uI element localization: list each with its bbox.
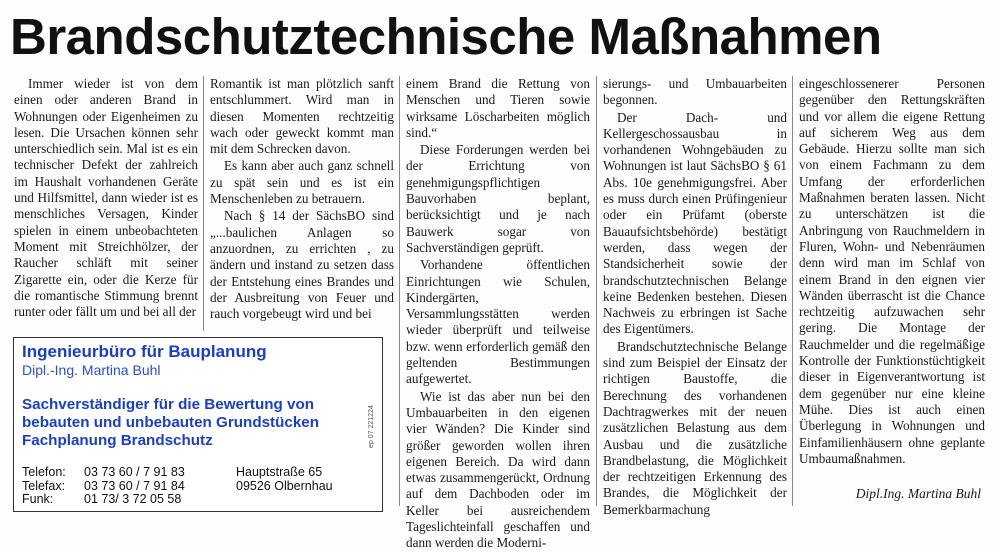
column-divider — [596, 76, 597, 506]
paragraph: Der Dach- und Kellergeschossausbau in vorhandenen Wohngebäuden zu Wohnungen ist laut SächsBO § 61 Abs. 10e genehmigungsfrei. Aber es muss durch einen Prüfingenieur oder ein Prüfamt (oberste Bauaufsichtsbehörde) bestätigt werden, dass wegen der Standsicherheit sowie der brandschutztechnischen Belange keine Bedenken bestehen. Diesen Nachweis zu erbringen ist Sache des Eigentümers. — [603, 109, 787, 337]
contact-value: 01 73/ 3 72 05 58 — [84, 492, 182, 506]
contact-label: Telefon: — [22, 465, 66, 479]
ad-service-line: Sachverständiger für die Bewertung von — [22, 396, 315, 413]
paragraph: einem Brand die Rettung von Menschen und Tieren sowie wirksame Löscharbeiten möglich sind.“ — [406, 76, 590, 140]
article-column-1 — [14, 76, 198, 334]
paragraph: Es kann aber auch ganz schnell zu spät sein und es ist ein Menschenleben zu betrauern. — [210, 158, 394, 207]
ad-reference-code: ep 07 221224 — [368, 405, 375, 448]
advertisement-box — [13, 337, 383, 512]
article-column-2 — [210, 76, 394, 334]
paragraph: Nach § 14 der SächsBO sind „...baulichen Anlagen so anzuordnen, zu errichten , zu ändern und instand zu setzen dass der Entstehung eines Brandes und der Ausbreitung von Feuer und rauch vorgebeugt wird und bei — [210, 208, 394, 322]
contact-row — [22, 466, 333, 480]
paragraph: Brandschutztechnische Belange sind zum Beispiel der Einsatz der richtigen Baustoffe, die Berechnung des vorhandenen Dachtragwerkes mit der neuen zusätzlichen Belastung aus dem Ausbau und die zusätzliche Brandbelastung, die Möglichkeit der rechtzeitigen Erkennung des Brandes, die Möglichkeit der Bemerkbarmachung — [603, 338, 787, 517]
contact-label: Telefax: — [22, 478, 66, 493]
author-signature: Dipl.Ing. Martina Buhl — [855, 486, 981, 501]
ad-header — [22, 342, 267, 378]
contact-value: 03 73 60 / 7 91 83 — [84, 465, 185, 479]
contact-row — [22, 480, 333, 494]
ad-service-line: bebauten und unbebauten Grundstücken — [22, 414, 320, 431]
column-divider — [203, 76, 204, 331]
contact-label: Funk: — [22, 492, 54, 506]
contact-address: Hauptstraße 65 — [236, 465, 323, 479]
contact-value: 03 73 60 / 7 91 84 — [84, 478, 185, 493]
article-column-3 — [406, 76, 590, 551]
paragraph: Vorhandene öffentlichen Einrichtungen wie Schulen, Kindergärten, Versammlungsstätten werden wieder überprüft und teilweise bzw. wenn erforderlich gemäß den geltenden Bestimmungen aufgewertet. — [406, 257, 590, 387]
paragraph: Diese Forderungen werden bei der Errichtung von genehmigungspflichtigen Bauvorhaben beplant, berücksichtigt und je nach Bauwerk sogar von Sachverständigen geprüft. — [406, 142, 590, 255]
ad-title: Ingenieurbüro für Bauplanung — [22, 342, 267, 361]
paragraph: Immer wieder ist von dem einen oder anderen Brand in Wohnungen oder Eigenheimen zu lesen. Die Ursachen können sehr unterschiedlich sein. Mal ist es ein technischer Defekt der zahlreich im Haushalt vorhandenen Geräte und Hilfsmittel, dann wieder ist es menschliches Versagen, Kinder spielen in einem unbeobachteten Moment mit Streichhölzer, der Raucher schläft mit seiner Zigarette ein, oder die Kerze für die romantische Stimmung brennt runter oder fällt um und bei all der — [14, 76, 198, 320]
ad-services — [22, 396, 378, 450]
article-column-5 — [799, 76, 985, 486]
paragraph: eingeschlossenerer Personen gegenüber den Rettungskräften und vor allem die eigene Rettung auf sicherem Weg aus dem Gebäude. Hierzu sollte man sich von einem Fachmann zu dem Umfang der erforderlichen Maßnahmen beraten lassen. Nicht zu unterschätzen ist die Anbringung von Rauchmeldern in Fluren, Wohn- und Nebenräumen denn wird man im Schlaf von einem Brand in den eignen vier Wänden überrascht ist die Chance rechtzeitig aufzuwachen sehr gering. Die Montage der Rauchmelder und die regelmäßige Kontrolle der Funktionstüchtigkeit dieser in Eigenverantwortung ist dem gegenüber nur eine kleine Mühe. Dies ist auch einen Überlegung in Wohnungen und Einfamilienhäusern ohne geplante Umbaumaßnahmen. — [799, 76, 985, 466]
paragraph: Wie ist das aber nun bei den Umbauarbeiten in den eigenen vier Wänden? Die Kinder sind größer geworden wollen ihren eigenen Bereich. Da wird dann etwas zusammengerückt, Ordnung auf dem Dachboden oder im Keller bei ausreichendem Tageslichteinfall geschaffen und dann werden die Moderni- — [406, 388, 590, 551]
ad-contact-block — [22, 466, 333, 507]
headline: Brandschutztechnische Maßnahmen — [10, 8, 882, 65]
column-divider — [792, 76, 793, 506]
contact-address: 09526 Olbernhau — [236, 478, 333, 493]
contact-row — [22, 493, 333, 507]
paragraph: sierungs- und Umbauarbeiten begonnen. — [603, 76, 787, 108]
ad-subtitle: Dipl.-Ing. Martina Buhl — [22, 362, 161, 378]
article-column-4 — [603, 76, 787, 516]
ad-service-line: Fachplanung Brandschutz — [22, 432, 213, 449]
paragraph: Romantik ist man plötzlich sanft entschlummert. Wird man in diesen Momenten rechtzeitig wach oder geweckt kommt man mit dem Schrecken davon. — [210, 76, 394, 157]
column-divider — [399, 76, 400, 506]
